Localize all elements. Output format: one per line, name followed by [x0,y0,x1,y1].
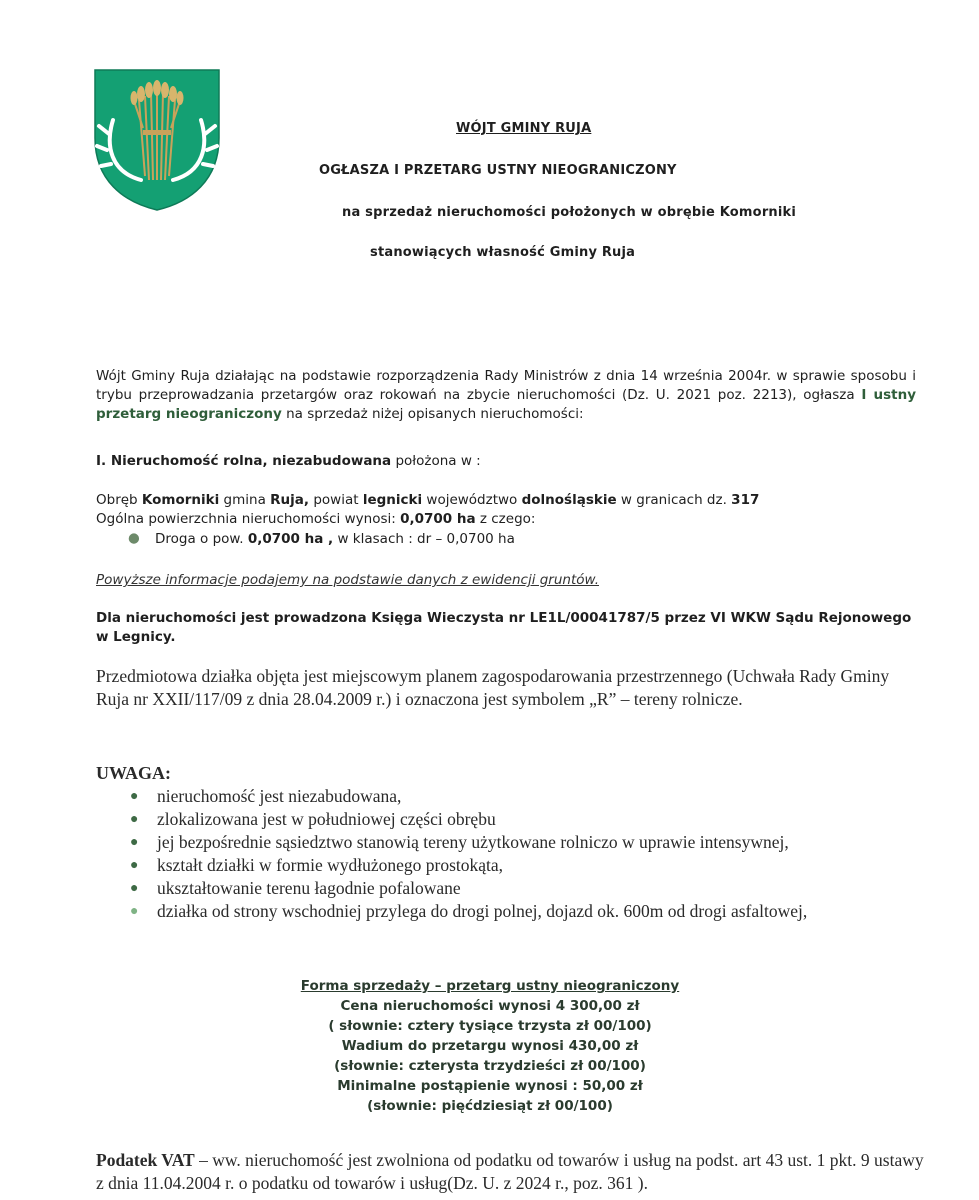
area-text: Ogólna powierzchnia nieruchomości wynosi: [96,511,401,527]
list-item [130,900,930,923]
sale-form: Forma sprzedaży – przetarg ustny nieograniczony [300,978,680,994]
loc-precinct: Komorniki [141,492,220,508]
bullet-icon: ● [130,835,139,850]
loc-text: powiat [309,492,363,508]
loc-text: województwo [422,492,522,508]
notice-heading: UWAGA: [96,763,171,783]
bullet-icon: ● [128,530,140,546]
list-item-text: jej bezpośrednie sąsiedztwo stanowią tereny użytkowane rolniczo w uprawie intensywnej, [157,832,789,852]
intro-tender-type: I ustny przetarg nieograniczony [96,387,917,422]
land-class-text [155,530,515,549]
location-line [96,491,916,510]
list-item [130,831,930,854]
list-item-text: zlokalizowana jest w południowej części obrębu [157,809,496,829]
list-item [130,854,930,877]
header-announcement: OGŁASZA I PRZETARG USTNY NIEOGRANICZONY [319,163,677,178]
area-value: 0,0700 ha [400,511,476,527]
land-class-area: 0,0700 ha , [247,531,334,547]
section-title [96,452,481,471]
vat-label: Podatek VAT [96,1150,195,1170]
sale-terms [230,976,750,1116]
section-title-bold: I. Nieruchomość rolna, niezabudowana [96,453,392,469]
intro-text-end: na sprzedaż niżej opisanych nieruchomości: [281,406,584,422]
list-item-text: ukształtowanie terenu łagodnie pofalowane [157,878,461,898]
header-ownership: stanowiących własność Gminy Ruja [370,245,636,260]
loc-text: Obręb [96,492,142,508]
loc-text: w granicach dz. [616,492,732,508]
loc-commune: Ruja, [270,492,310,508]
intro-paragraph [96,367,916,424]
coat-of-arms-logo [93,68,221,212]
list-item-text: nieruchomość jest niezabudowana, [157,786,402,806]
sale-deposit: Wadium do przetargu wynosi 430,00 zł [341,1038,639,1054]
bullet-icon: ● [130,858,139,873]
source-note: Powyższe informacje podajemy na podstawie danych z ewidencji gruntów. [96,572,599,588]
loc-county: legnicki [362,492,423,508]
intro-text: Wójt Gminy Ruja działając na podstawie rozporządzenia Rady Ministrów z dnia 14 września 2004r. w sprawie sposobu i trybu przeprowadzania przetargów oraz rokowań na zbycie nieruchomości (Dz. U. 2021 poz. 2213), ogłasza [96,368,916,403]
sale-price-words: ( słownie: cztery tysiące trzysta zł 00/100) [328,1018,652,1034]
area-text-end: z czego: [475,511,536,527]
loc-voivodeship: dolnośląskie [521,492,617,508]
notice-list [130,785,930,923]
sale-deposit-words: (słownie: czterysta trzydzieści zł 00/100) [334,1058,646,1074]
header-subject: na sprzedaż nieruchomości położonych w obrębie Komorniki [342,205,797,220]
sale-min-bid: Minimalne postąpienie wynosi : 50,00 zł [337,1078,643,1094]
land-class-detail: w klasach : dr – 0,0700 ha [333,531,515,547]
bullet-icon: ● [130,789,139,804]
loc-text: gmina [219,492,271,508]
sale-min-bid-words: (słownie: pięćdziesiąt zł 00/100) [367,1098,613,1114]
list-item [130,808,930,831]
bullet-icon: ● [130,904,139,919]
vat-paragraph [96,1149,926,1195]
sale-price: Cena nieruchomości wynosi 4 300,00 zł [340,998,640,1014]
vat-text: – ww. nieruchomość jest zwolniona od podatku od towarów i usług na podst. art 43 ust. 1 pkt. 9 ustawy z dnia 11.04.2004 r. o podatku od towarów i usług(Dz. U. z 2024 r., poz. 361 ). [96,1150,924,1193]
header-title: WÓJT GMINY RUJA [456,121,592,136]
bullet-icon: ● [130,881,139,896]
zoning-plan-paragraph: Przedmiotowa działka objęta jest miejscowym planem zagospodarowania przestrzennego (Uchwała Rady Gminy Ruja nr XXII/117/09 z dnia 28.04.2009 r.) i oznaczona jest symbolem „R” – tereny rolnicze. [96,666,890,709]
list-item [130,785,930,808]
land-register-info: Dla nieruchomości jest prowadzona Księga Wieczysta nr LE1L/00041787/5 przez VI WKW Sądu Rejonowego w Legnicy. [96,610,912,645]
section-title-rest: położona w : [391,453,481,469]
list-item [130,877,930,900]
land-class-label: Droga o pow. [155,531,248,547]
bullet-icon: ● [130,812,139,827]
loc-plot-number: 317 [731,492,760,508]
list-item-text: kształt działki w formie wydłużonego prostokąta, [157,855,504,875]
list-item-text: działka od strony wschodniej przylega do drogi polnej, dojazd ok. 600m od drogi asfaltowej, [157,901,808,921]
area-line [96,510,916,529]
